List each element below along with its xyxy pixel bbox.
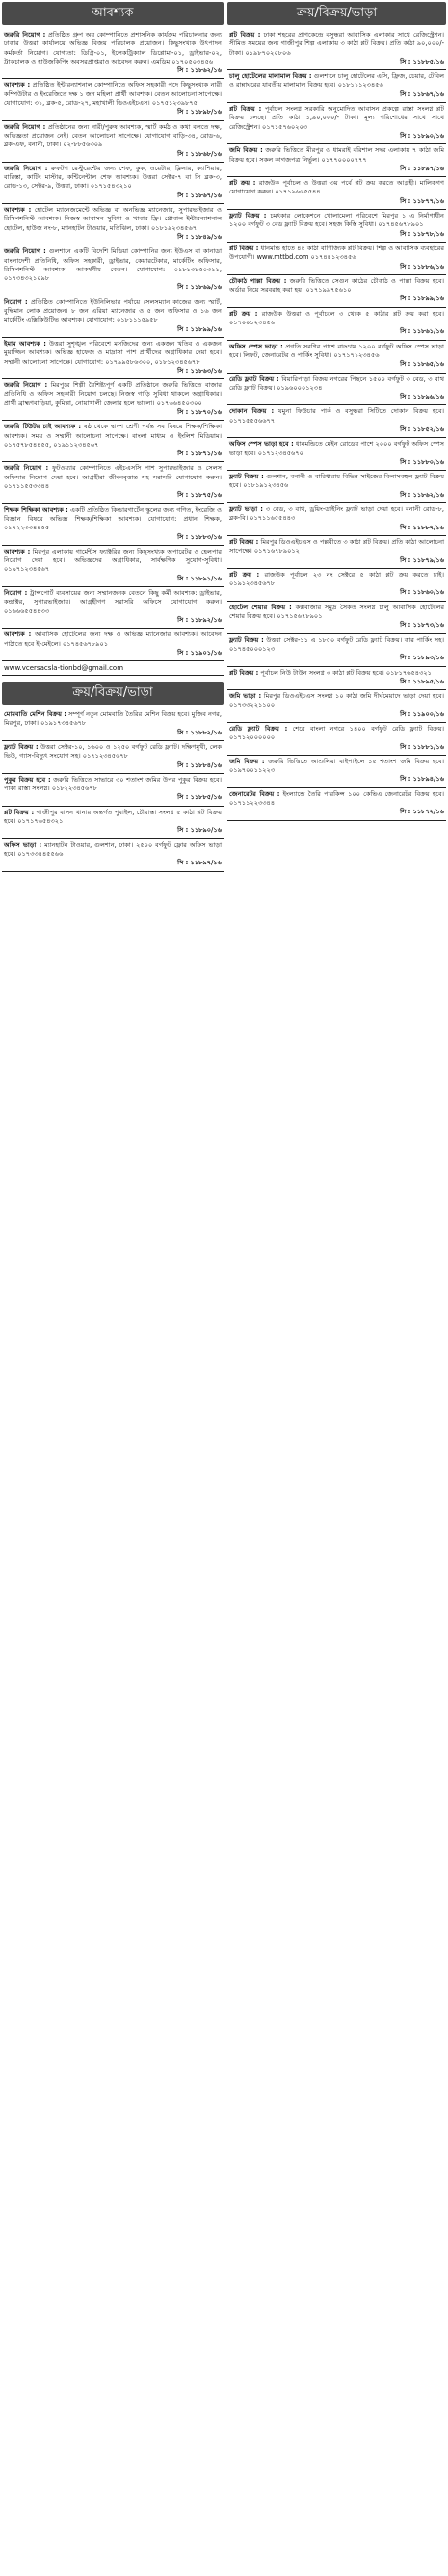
ad-keyword: প্লট বিক্রয় : [229,244,259,252]
ad-reference: সি : ১১৮৯৫/১৬ [400,677,444,685]
ad-keyword: প্লট বিক্রয় : [4,808,35,816]
ad-reference: সি : ১১৮৮৪/১৬ [177,760,222,769]
ad-keyword: মোমবাতি মেশিন বিক্রয় : [4,710,66,719]
ad-reference: সি : ১১৯০১/১৬ [177,648,222,657]
ad-keyword: রেডি ফ্ল্যাট বিক্রয় : [229,374,279,383]
ad-reference: সি : ১১৮৯২/১৬ [177,615,222,624]
ad-reference: সি : ১১৮৬৮/১৬ [177,149,222,158]
classified-ad [227,756,446,788]
ad-body: ট্রান্সপোর্ট ব্যবসায়ের জন্য সম্মানজনক বেতনে কিছু কর্মী আবশ্যক: ড্রাইভার, কন্ডাক্টর, সুপারভাইজার। আগ্রহীগণ সরাসরি অফিসে যোগাযোগ করুন। ০১৬৬৬৫৫৪৪৩৩ [4,589,222,615]
ad-reference: সি : ১১৮৮৩/১৬ [177,532,222,541]
ad-reference: সি : ১১৮৯৯/১৬ [177,324,222,333]
ad-keyword: চালু হোটেলের মালামাল বিক্রয় : [229,72,312,81]
ad-reference: সি : ১১৮৯০/১৬ [177,826,222,835]
ad-keyword: ফ্ল্যাট বিক্রয় : [229,635,264,644]
ad-keyword: আবশ্যক : [4,631,32,639]
ad-body: কক্সবাজার সমুদ্র সৈকত সংলগ্ন চালু আবাসিক হোটেলের শেয়ার বিক্রয় হবে। ০১৭১৫৬৭৮৯০১ [229,603,444,621]
ad-body: ধানমন্ডিতে মেইন রোডের পাশে ২০০০ বর্গফুট অফিস স্পেস ভাড়া হবে। ০১৭১২৩৪৫৬৭০ [229,440,444,457]
ad-reference: সি : ১১৮৮৬/১৬ [400,262,444,270]
ad-keyword: অফিস ভাড়া : [4,840,42,849]
classified-ad [2,79,224,120]
ad-body: উত্তরা সুশৃঙ্খল পরিবেশে মসজিদের জন্য একজন খতিব ও একজন মুয়াজ্জিন আবশ্যক। অভিজ্ঞ হাফেজ ও মাদ্রাসা পাশ প্রার্থীদের অগ্রাধিকার দেয়া হবে। সম্মানী আলোচনা সাপেক্ষে। যোগাযোগ: ০১৭৯৯৫৮৬৩০০, ০১৮১২৩৪৫৬৭৮ [4,339,222,366]
ad-keyword: প্লট বিক্রয় : [229,537,259,546]
ad-keyword: নিয়োগ : [4,589,28,598]
classified-ad [227,103,446,144]
ad-reference: সি : ১১৮৮৫/১৬ [400,57,444,65]
classified-ad [2,807,224,839]
right-column [227,2,446,821]
ad-body: মিরপুর ডিওএইচএস ও পল্লবীতে ৩ কাঠা প্লট বিক্রয়। প্রতি কাঠা আলোচনা সাপেক্ষে। ০১৭১৬৭৮৯০১২ [229,537,444,555]
ad-reference: সি : ১১৮৬২/১৬ [400,490,444,499]
ad-reference: সি : ১১৮৭০/১৬ [177,407,222,416]
ad-reference: সি : ১১৮৮১/১৬ [400,742,444,751]
ad-body: রুফটপ রেস্টুরেন্টের জন্য শেফ, কুক, ওয়েটার, ক্লিনার, ক্যাশিয়ার, বারিস্তা, কাটিং মাস্টার, কন্টিনেন্টাল শেফ আবশ্যক। উত্তরা সেক্টর-৭ বা সি ব্লক-৩, রোড-১৩, সেক্টর-৯, উত্তরা, ঢাকা। ০১৭১৫৪৩২১০ [4,164,222,191]
ad-body: জরুরি ভিত্তিতে সাভারে ৩০ শতাংশ জমির উপর পুকুর বিক্রয় হবে। পাকা রাস্তা সংলগ্ন। ০১৮২২৩৪৫৬৭৮ [4,775,222,793]
ad-body: মিরপুর ডিওএইচএস সংলগ্ন ১০ কাঠা জমি দীর্ঘমেয়াদে ভাড়া দেয়া হবে। ০১৭৩৩২২১১০০ [229,692,444,709]
classified-ad [227,723,446,756]
ad-reference: সি : ১১৮৬৭/১৬ [400,90,444,98]
ad-keyword: চৌকাঠ পাল্লা বিক্রয় : [229,276,287,285]
classified-ad [2,741,224,774]
ad-keyword: পুকুর বিক্রয় হবে : [4,775,51,784]
ad-reference: সি : ১১৮৯৭/১৬ [177,859,222,867]
classified-ad [2,421,224,462]
ad-body: পূর্বাচল সংলগ্ন সরকারি অনুমোদিত আবাসন প্রকল্পে রাস্তা সংলগ্ন প্লট বিক্রয় চলছে। প্রতি কাঠা ১,৯০,০০০/- টাকা। মূল্য পরিশোধের সাথে সাথে রেজিস্ট্রেশন। ০১৭১৫৭৬০২০৩ [229,105,444,131]
ad-reference: সি : ১১৮৯৬/১৬ [400,393,444,401]
ad-reference: সি : ১১৯০০/১৬ [400,709,444,718]
classified-ad [227,243,446,275]
ad-body: গুলশানে একটি বিদেশি মিডিয়া কোম্পানির জন্য ইউএস বা কানাডা বাংলাদেশী প্রতিনিধি, অফিস সহকারী, ড্রাইভার, কেয়ারটেকার, মার্কেটিং অফিসার, রিসিপশনিস্ট আবশ্যক। আকর্ষণীয় বেতন। যোগাযোগ: ০১৮১৩৮৫০৩১১, ০১৭৩৪৩২১০৯৮ [4,247,223,283]
left-sale-ads-list [2,708,224,871]
classified-ad [2,163,224,204]
ad-reference: সি : ১১৮৬৫/১৬ [400,360,444,369]
section-header-buy-sell-rent: ক্রয়/বিক্রয়/ভাড়া [227,2,446,25]
classified-ad [2,245,224,296]
ad-keyword: জরুরি নিয়োগ : [4,31,46,39]
ad-reference: সি : ১১৮৯১/১৬ [177,574,222,582]
ad-keyword: প্লট ক্রয় : [229,309,258,318]
classified-ad [227,374,446,406]
ad-keyword: জমি বিক্রয় : [229,757,265,765]
classified-ad [2,204,224,245]
ad-body: প্রতিষ্ঠিত গ্রুপ অব কোম্পানিতে প্রশাসনিক কার্যক্রম পরিচালনার জন্য ঢাকার উত্তরা কার্যালয়ে অভিজ্ঞ বিজয় পরিচালক প্রয়োজন। কিছুসংখ্যক উৎপাদন কর্মকর্তা নিয়োগ। যোগ্যতা: ডিগ্রি-০১, ইলেকট্রিক্যাল ডিপ্লোমা-০১, ড্রাইভার-০২, ট্রাকচালক ও হাউজকিপিং অবসরপ্রাপ্তরাও আবেদন করুন। এমডিম ০১৭০৫০৩৪৫৬ [4,31,222,65]
ad-reference: সি : ১১৮৭৩/১৬ [400,621,444,630]
classified-ad [227,29,446,70]
classified-ad [227,690,446,723]
ad-keyword: প্লট বিক্রয় : [229,105,262,114]
ad-reference: সি : ১১৮৭২/১৬ [400,808,444,816]
ad-reference: সি : ১১৮৮০/১৬ [400,457,444,466]
ad-reference: সি : ১১৮৫২/১৬ [400,425,444,433]
ad-body: ঢাকা শহরের প্রাণকেন্দ্রে বসুন্ধরা আবাসিক এলাকার সাথে রেজিস্ট্রেশন। সীমিত সময়ের জন্য গাজীপুর শিল্প এলাকায় ৩ কাঠা প্লট বিক্রয়। প্রতি কাঠা ৯০,০০০/- টাকা। ০১৯৮৭০২০৮০৬ [229,31,444,57]
ad-body: গুলশান, বনানী ও বারিধারায় বিভিন্ন সাইজের বিলাসবহুল ফ্ল্যাট বিক্রয় হবে। ০১৮১৯১২৩৪৫৬ [229,473,444,490]
classified-ad [2,546,224,587]
ad-keyword: জরুরি টিউটর চাই আবশ্যক : [4,423,82,431]
ad-body: চমৎকার লোকেশনে খোলামেলা পরিবেশে মিরপুর ১ এ নির্মাণাধীন ১২০০ বর্গফুট ৩ বেড ফ্ল্যাট বিক্রয় হবে। সহজ কিস্তি সুবিধা। ০১৭৪৫৬৭৮৯০১ [229,212,444,229]
ad-body: মিরপুরে শিল্পী বৈশিষ্ট্যপূর্ণ একটি প্রতিষ্ঠানে জরুরি ভিত্তিতে বাজার প্রতিনিধি ও অফিস সহকারী নিয়োগ চলছে। নিজস্ব গাড়ি সুবিধা থাকলে অগ্রাধিকার। প্রার্থী ব্রাহ্মণবাড়িয়া, কুমিল্লা, নোয়াখালী জেলার হলে ভালো। ০১৭৬৬৪৫০৩০০ [4,381,222,407]
section-header-wanted: আবশ্যক [2,2,224,25]
ad-body: গুলশানে চালু হোটেলের এসি, ফ্রিজ, চেয়ার, টেবিল ও রান্নাঘরের যাবতীয় মালামাল বিক্রয় হবে। ০১৮১১১২৩৪৫৬ [229,72,444,90]
classified-ad [227,788,446,821]
ad-reference: সি : ১১৮৮৭/১৬ [400,523,444,531]
ad-reference: সি : ১১৮৭৭/১৬ [400,196,444,205]
ad-body: উত্তরা সেক্টর-১০, ১৬০০ ও ১২৫০ বর্গফুট রেডি ফ্ল্যাট। দক্ষিণমুখী, লেক ভিউ, গ্যাস-বিদ্যুৎ সংযোগ সহ। ০১৭১২৩৪৫৬৭৮ [4,743,222,760]
ad-keyword: জরুরি নিয়োগ : [4,164,48,172]
ad-body: জরুরি ভিত্তিতে আশুলিয়া বাইপাইলে ১৫ শতাংশ জমি বিক্রয় হবে। ০১৯৭০০১১২২৩ [229,757,444,775]
classified-ad [227,536,446,569]
classified-ad [227,569,446,602]
ad-keyword: আবশ্যক : [4,547,31,555]
ad-body: ধানমন্ডি হাতে ৪৫ কাঠা বাণিজ্যিক প্লট বিক্রয়। শিল্প ও আবাসিক ব্যবহারের উপযোগী। www.mttbd.com ০১৭৪৪১২৩৪৫৬ [229,244,444,262]
ad-keyword: ফ্ল্যাট বিক্রয় : [4,743,39,751]
ad-keyword: প্লট ক্রয় : [229,179,256,188]
ad-body: প্রতিষ্ঠানের জন্য নারী/পুরুষ আবশ্যক, স্মার্ট কর্মঠ ও কথা বলতে দক্ষ, অভিজ্ঞতা প্রয়োজন নেই। বেতন আলোচনা সাপেক্ষে। যোগাযোগ বাড়ি-৩৪, রোড-৬, ব্লক-এফ, বনানী, ঢাকা। ০২-৮৮৫৬৩০৯ [4,122,222,149]
classified-ad [2,296,224,338]
classified-ad [2,121,224,163]
ad-reference: সি : ১১৮৮৫/১৬ [177,793,222,802]
ad-body: একটি প্রতিষ্ঠিত কিন্ডারগার্টেন স্কুলের জন্য গণিত, ইংরেজি ও বিজ্ঞান বিষয়ে অভিজ্ঞ শিক্ষক/শিক্ষিকা আবশ্যক। যোগাযোগ: প্রধান শিক্ষক, ০১৭২২৩৩৪৪৫৫ [4,505,222,532]
ad-reference: সি : ১১৮৯৭/১৬ [400,164,444,172]
ad-keyword: ফ্ল্যাট ভাড়া : [229,505,263,514]
classified-ad [227,144,446,177]
ad-keyword: প্লট ক্রয় : [229,570,260,579]
ad-keyword: জমি ভাড়া : [229,692,262,701]
classified-ad [227,438,446,471]
classified-ad [227,70,446,103]
ad-reference: সি : ১১৮৯৯/১৬ [400,295,444,303]
classified-ad [227,177,446,210]
classified-ad [227,341,446,374]
ad-body: যমুনা ফিউচার পার্ক ও বসুন্ধরা সিটিতে দোকান বিক্রয় হবে। ০১৭১৫৫৫৬৬৭৭ [229,407,444,425]
ad-keyword: আবশ্যক : [4,206,32,215]
ad-body: রাজউক পূর্বাচল ২৩ নং সেক্টরে ৫ কাঠা প্লট ক্রয় করতে চাই। ০১৯১২৩৪৫৬৭৮ [229,570,444,588]
classified-ad [2,774,224,807]
ad-reference: সি : ১১৮৪৯/১৬ [177,232,222,241]
ad-body: ৩ বেড, ৩ বাথ, ড্রয়িং-ডাইনিং ফ্ল্যাট ভাড়া দেয়া হবে। বনানী রোড-৮, ব্লক-বি। ০১৭১১৬৫৫৪৪৩ [229,505,444,523]
left-column [2,2,224,872]
ad-body: জরুরি ভিত্তিতে সেগুন কাঠের চৌকাঠ ও পাল্লা বিক্রয় হবে। অর্ডার নিয়ে সরবরাহ করা হয়। ০১৭১৯৯৭৫৬১০ [229,276,444,295]
ad-reference: সি : ১১৮৮২/১৬ [177,728,222,736]
ad-body: প্রতিষ্ঠিত ইন্টারন্যাশনাল কোম্পানিতে অফিস সহকারী পদে কিছুসংখ্যক নারী কম্পিউটার ও ইংরেজিতে দক্ষ ১ জন মহিলা প্রার্থী আবশ্যক। বেতন আলোচনা সাপেক্ষে। যোগাযোগ: ৩১, ব্লক-৫, রোড-২৭, মহাখালী ডিওএইচএস। ০১৭৫১২৩৯৮৭৫ [4,81,222,108]
ad-body: শেরে বাংলা নগরে ১৪০০ বর্গফুট রেডি ফ্ল্যাট বিক্রয়। ০১৭১২০০০০০০ [229,725,444,742]
classified-ad [227,667,446,691]
ad-reference: সি : ১১৮৬০/১৬ [400,588,444,597]
ad-keyword: ফ্ল্যাট বিক্রয় : [229,212,267,220]
classified-ad [227,503,446,536]
ad-keyword: রেডি ফ্ল্যাট বিক্রয় : [229,725,288,733]
ad-reference: সি : ১১৮৬১/১৬ [400,327,444,336]
ad-body: প্রতিষ্ঠিত কোম্পানিতে ইউনিলিভার পর্যায়ে সেলসম্যান কাজের জন্য স্মার্ট, বুদ্ধিমান লোক প্রয়োজন। ৮ জন এরিয়া ম্যানেজার ও ৫ জন অফিসার ও ১৬ জন মার্কেটিং এক্সিকিউটিভ আবশ্যক। যোগাযোগ: ০১৮১১১৫৯৫৮ [4,297,222,324]
classified-ad [227,634,446,667]
ad-reference: সি : ১১৮৬২/১৬ [177,66,222,75]
ad-keyword: প্লট বিক্রয় : [229,668,259,677]
classified-ad [2,379,224,421]
ad-reference: সি : ১১৮৬৩/১৬ [177,366,222,374]
ad-keyword: ফ্ল্যাট বিক্রয় : [229,473,264,481]
classified-ad [2,708,224,741]
ad-keyword: জমি বিক্রয় : [229,146,263,155]
classified-ad [2,504,224,546]
ad-body: রাজউক উত্তরা ও পূর্বাচলে ৩ থেকে ৫ কাঠার প্লট ক্রয় করা হবে। ০১৭০০১২৩৪৫৬ [229,309,444,327]
ad-reference: সি : ১১৮৯০/১৬ [400,131,444,140]
classified-ad [227,602,446,634]
classified-ad [2,29,224,79]
classified-ad [2,338,224,379]
ad-keyword: জরুরি নিয়োগ : [4,464,49,473]
ad-reference: সি : ১১৮৭৮/১৬ [400,229,444,238]
ad-reference: সি : ১১৮৭১/১৬ [177,450,222,458]
ad-reference: সি : ১১৮৭৯/১৬ [400,555,444,564]
ad-reference: সি : ১১৮৬৯/১৬ [177,283,222,292]
ad-reference: সি : ১১৮৬৭/১৬ [177,191,222,199]
ad-keyword: প্লট বিক্রয় : [229,31,261,39]
ad-keyword: নিয়োগ : [4,297,28,306]
ad-body: পূর্বাচল নিউ টাউন সংলগ্ন ৩ কাঠা প্লট বিক্রয় হবে। ০১৮১৭৬৫৪৩২১ [260,668,432,677]
ad-reference: সি : ১১৮৯৮/১৬ [177,108,222,116]
ad-keyword: জরুরি নিয়োগ : [4,122,46,131]
right-ads-list [227,29,446,821]
ad-reference: সি : ১১৮৯৪/১৬ [400,775,444,784]
ad-reference: সি : ১১৮৭৫/১৬ [177,491,222,500]
classified-ad [2,839,224,872]
ad-keyword: আবশ্যক : [4,81,31,90]
ad-keyword: দোকান বিক্রয় : [229,407,275,416]
ad-body: ষষ্ঠ থেকে দ্বাদশ শ্রেণী পর্যন্ত সব বিষয়ে শিক্ষক/শিক্ষিকা আবশ্যক। সময় ও সম্মানী আলোচনা সাপেক্ষে। বাংলা মাধ্যম ও ইংলিশ মিডিয়াম। ০১৭৫৭৮৫৪৪৫৫, ০১৯১১২৩৪৫৬৭ [4,423,222,449]
classified-ad [227,210,446,243]
ad-body: সম্পূর্ণ নতুন মোমবাতি তৈরির মেশিন বিক্রয় হবে। মুজিব নগর, মিরপুর, ঢাকা। ০১৯১৭৩৪৫৬৭৮ [4,710,222,728]
classified-ad [2,587,224,629]
ad-keyword: শিক্ষক শিক্ষিকা আবশ্যক : [4,505,68,514]
ad-body: আবাসিক হোটেলের জন্য দক্ষ ও অভিজ্ঞ ম্যানেজার আবশ্যক। আবেদন পাঠাতে হবে ই-মেইলে। ০১৭৪৫৬৭৮৯০১ [4,631,222,648]
ad-reference: সি : ১১৮৯৩/১৬ [400,654,444,662]
ad-body: হোটেল ম্যানেজমেন্টে অভিজ্ঞ বা অনভিজ্ঞ ম্যানেজার, সুপারভাইজার ও রিসিপশনিস্ট আবশ্যক। নিজস্ব আবাসন সুবিধা ও খাবার ফ্রি। গ্লোবাল ইন্টারন্যাশনাল হোটেল, হাউজ নং-৮, ম্যানহাটন টাওয়ার, মতিঝিল, ঢাকা। ০১৮১৯২৩৪৫৬৭ [4,206,222,232]
ad-body: ফুটওয়্যার কোম্পানিতে এইচএসসি পাশ সুপারভাইজার ও সেলস অফিসার নিয়োগ দেয়া হবে। আগ্রহীরা জীবনবৃত্তান্ত সহ সরাসরি যোগাযোগ করুন। ০১৭১১৫৫৩৩৪৪ [4,464,222,491]
ad-body: ম্যানহাটন টাওয়ার, গুলশান, ঢাকা। ২৫০০ বর্গফুট ফ্লোর অফিস ভাড়া হবে। ০১৭৩৩৪৪৫৫৬৬ [4,840,222,858]
ad-keyword: অফিস স্পেস ভাড়া হবে : [229,440,294,449]
ad-body: প্রগতি সরণির পাশে বাড্ডায় ১২০০ বর্গফুট অফিস স্পেস ভাড়া হবে। লিফট, জেনারেটর ও পার্কিং সুবিধা। ০১৭১৭১২৩৪৫৬ [229,342,444,359]
classified-ad [227,405,446,438]
email-link[interactable]: www.vcersacsla-tionbd@gmail.com [2,661,224,676]
section-header-buy-sell: ক্রয়/বিক্রয়/ভাড়া [2,682,224,705]
ad-keyword: অফিস স্পেস ভাড়া : [229,342,283,350]
ad-keyword: ইমাম আবশ্যক : [4,339,46,348]
classified-ad [2,629,224,661]
classified-ad [2,462,224,503]
ad-body: উত্তরা সেক্টর-১১ এ ১৮৫০ বর্গফুট রেডি ফ্ল্যাট বিক্রয়। কার পার্কিং সহ। ০১৭৪৫০০০১২৩ [229,635,444,653]
classified-ad [227,308,446,341]
ad-keyword: হোটেল শেয়ার বিক্রয় : [229,603,292,611]
ad-body: জরুরি ভিত্তিতে মীরপুর ও ধামরাই বরিশাল সদর এলাকায় ৭ কাঠা জমি বিক্রয় হবে। সকল কাগজপত্র নির্ভুল। ০১৭৭০০০০৭৭৭ [229,146,444,164]
ad-body: বিয়ারিপাড়া বিজয় নগরের পিছনে ১৫০০ বর্গফুট ৩ বেড, ৩ বাথ রেডি ফ্ল্যাট বিক্রয়। ০১৯৬০০০১২৩৪ [229,374,445,392]
ad-keyword: জরুরি নিয়োগ : [4,381,48,390]
ad-body: মিরপুর এলাকায় গার্মেন্টস ফ্যাক্টরির জন্য কিছুসংখ্যক অপারেটর ও হেলপার নিয়োগ দেয়া হবে। অভিজ্ঞদের অগ্রাধিকার, সার্বক্ষণিক সুযোগ-সুবিধা। ০১৯৭১২৩৪৫৬৭ [4,547,222,574]
ad-body: ইংল্যান্ডে তৈরি পারকিন্স ১০০ কেভিএ জেনারেটর বিক্রয় হবে। ০১৭১১২২৩৩৪৪ [229,789,444,808]
ad-body: রাজউক পূর্বাচল ও উত্তরা ৩য় পর্বে প্লট ক্রয় করতে আগ্রহী। মালিকগণ যোগাযোগ করুন। ০১৭১৯৬৬৫৫৪৪ [229,179,444,196]
classified-ad [227,471,446,503]
ad-keyword: জরুরি নিয়োগ : [4,247,46,256]
ad-keyword: জেনারেটর বিক্রয় : [229,789,280,798]
left-ads-list [2,29,224,661]
classified-ad [227,275,446,308]
ad-body: গাজীপুর বাসন থানার অন্তর্গত পুবাইল, চৌরাস্তা সংলগ্ন ৫ কাঠা প্লট বিক্রয় হবে। ০১৭১৭৬৫৪৩২১ [4,808,222,826]
